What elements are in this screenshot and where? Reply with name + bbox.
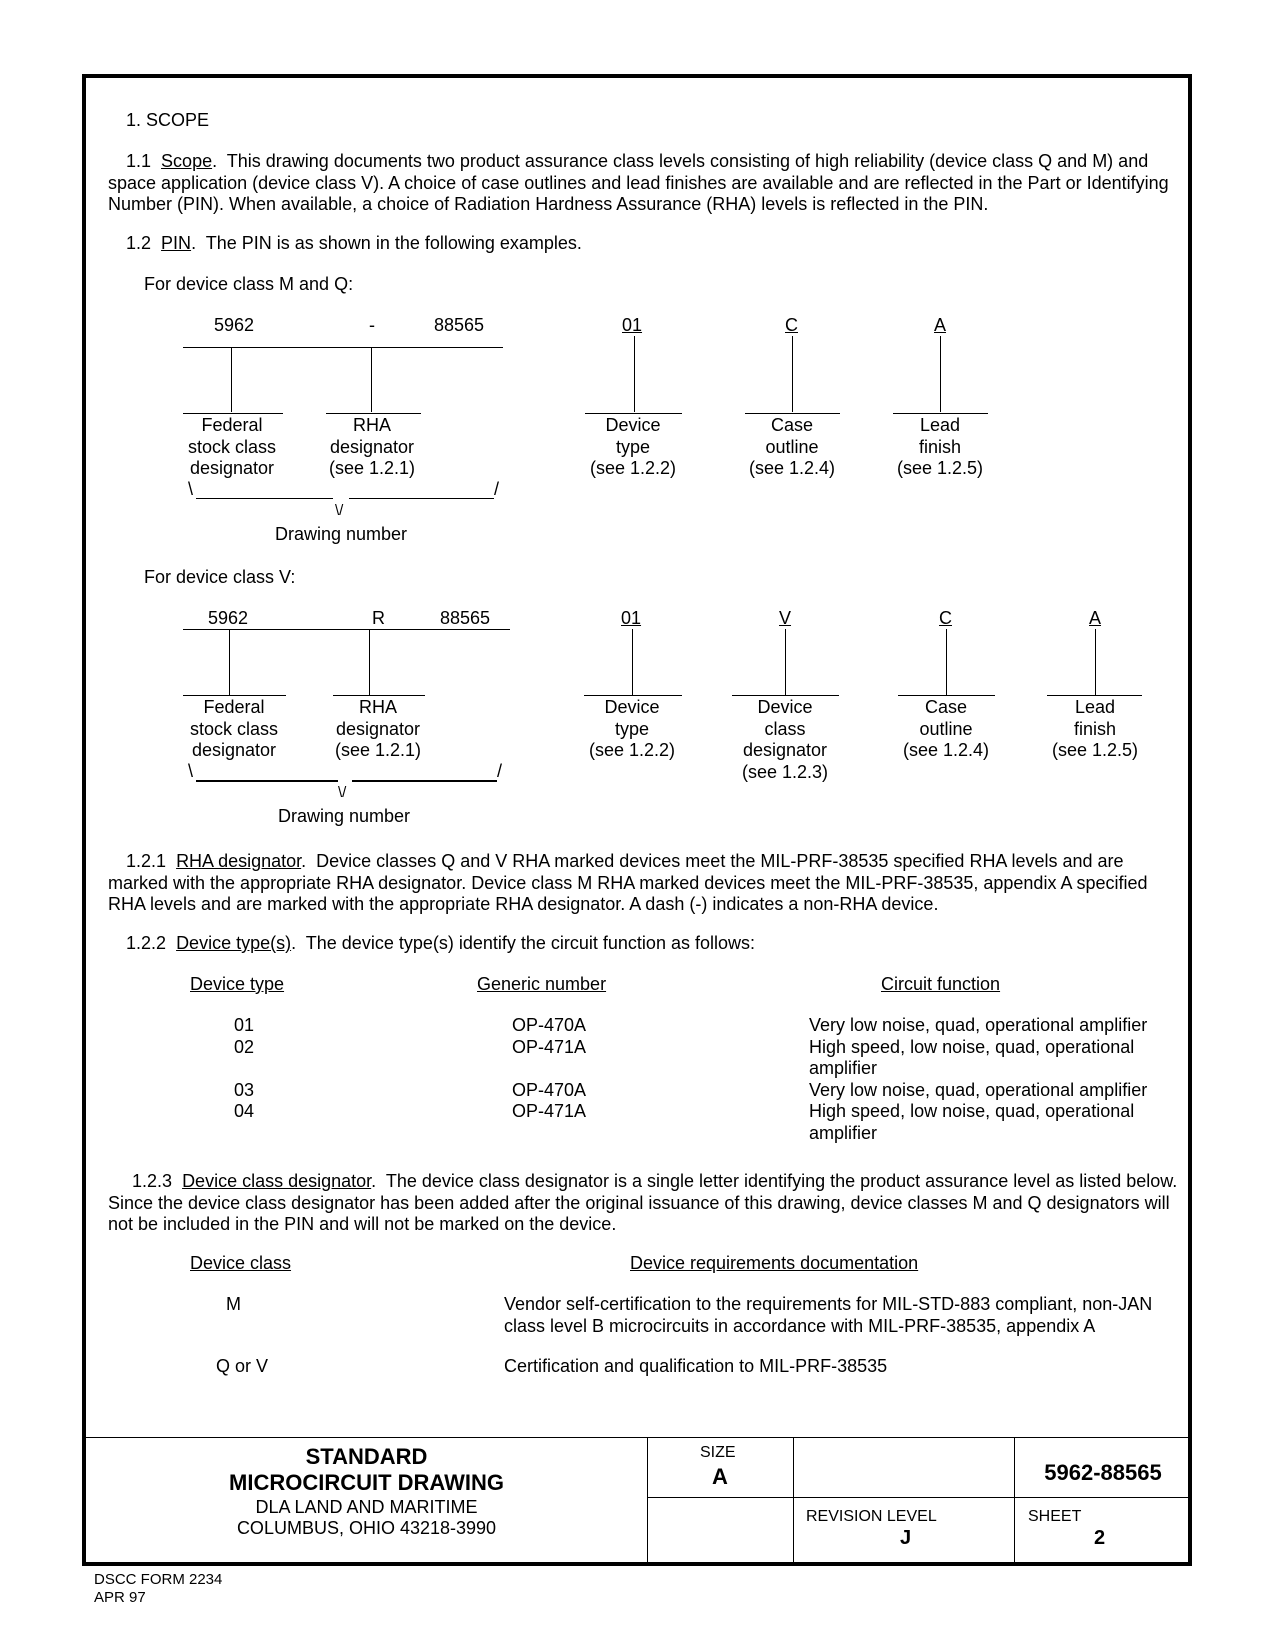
label-line: outline: [919, 718, 973, 739]
pin-mq-lead-label: [881, 415, 999, 480]
pin-mq-case-base: [745, 413, 840, 414]
section-1-2-3: 1.2.3 Device class designator. The device class designator is a single letter identifying the product assurance level as listed below. Since the device class designator has been added after the original issuance of this drawing, device classes M and Q designators will not be included in the PIN and will not be marked on the device.: [108, 1171, 1178, 1234]
label-line: Device: [757, 697, 813, 717]
pin-v-class-label: [726, 697, 844, 783]
label-line: Case: [924, 697, 968, 717]
requirements-doc-header: Device requirements documentation: [630, 1253, 919, 1273]
pin-v-device-type: 01: [621, 608, 642, 628]
generic-number-cell: OP-470A: [512, 1079, 587, 1100]
pin-v-rha: R: [372, 608, 385, 628]
label-line: (see 1.2.4): [748, 458, 836, 478]
label-line: (see 1.2.2): [589, 458, 677, 478]
section-1-1-text: This drawing documents two product assurance class levels consisting of high reliability (device class Q and M) and space application (device class V). A choice of case outlines and lead finishes are available and are reflected in the Part or Identifying Number (PIN). When available, a choice of Radiation Hardness Assurance (RHA) levels is reflected in the PIN.: [108, 151, 1169, 214]
label-line: finish: [918, 436, 962, 457]
pin-mq-fsc-label: [173, 415, 291, 480]
label-line: type: [614, 718, 650, 739]
label-line: designator: [335, 718, 421, 739]
label-line: designator: [742, 740, 828, 760]
label-line: outline: [765, 436, 819, 457]
pin-mq-dev-stem: [634, 336, 635, 412]
pin-v-case: C: [939, 608, 952, 628]
pin-v-rha-stem: [369, 629, 370, 695]
pin-mq-lead-stem: [940, 336, 941, 412]
titleblock-mcd: MICROCIRCUIT DRAWING: [229, 1470, 504, 1495]
pin-mq-rha-stem: [371, 347, 372, 412]
pin-mq-fsc-stem: [231, 347, 232, 412]
section-1-2-3-text: The device class designator is a single letter identifying the product assurance level as listed below. Since the device class designator has been added after the original issuance of this drawing, device classes M and Q designators will not be included in the PIN and will not be marked on the device.: [108, 1171, 1178, 1234]
generic-number-cell: OP-471A: [512, 1036, 587, 1057]
label-line: (see 1.2.2): [588, 740, 676, 760]
label-line: Federal: [201, 415, 263, 435]
pin-v-class: V: [779, 608, 792, 628]
pin-mq-bracket-line-right: [349, 498, 494, 499]
pin-mq-drawing-number: Drawing number: [275, 524, 408, 544]
device-type-header: Device type: [190, 974, 285, 994]
pin-v-bracket-left: \: [188, 761, 194, 781]
pin-v-rha-base: [333, 695, 425, 696]
device-class-cell: Q or V: [216, 1356, 269, 1376]
circuit-function-cell: Very low noise, quad, operational amplifier: [809, 1015, 1148, 1035]
label-line: (see 1.2.4): [902, 740, 990, 760]
titleblock-top-line: [86, 1437, 1188, 1438]
circuit-function-cell: High speed, low noise, quad, operational amplifier: [809, 1036, 1135, 1078]
titleblock-agency: DLA LAND AND MARITIME: [255, 1497, 478, 1517]
device-type-cell: 01: [234, 1015, 255, 1035]
sheet-value: 2: [1094, 1527, 1106, 1549]
section-1-2-2: 1.2.2 Device type(s). The device type(s) identify the circuit function as follows:: [126, 933, 755, 953]
pin-v-bracket-mid: \/: [338, 784, 347, 801]
circuit-function-cell: High speed, low noise, quad, operational amplifier: [809, 1101, 1135, 1143]
pin-v-heading: For device class V:: [144, 567, 296, 587]
section-1-1-title: Scope: [161, 151, 213, 171]
requirements-doc-cell: Certification and qualification to MIL-PRF-38535: [504, 1356, 888, 1376]
pin-mq-fsc-base: [183, 413, 283, 414]
device-type-cell: 02: [234, 1036, 255, 1057]
pin-mq-heading: For device class M and Q:: [144, 274, 354, 294]
section-1-2: 1.2 PIN. The PIN is as shown in the following examples.: [126, 233, 582, 253]
label-line: (see 1.2.5): [896, 458, 984, 478]
pin-v-drawing-number: Drawing number: [278, 806, 411, 826]
circuit-function-column: [809, 1015, 1159, 1144]
pin-mq-rha-label: [313, 415, 431, 480]
label-line: (see 1.2.1): [334, 740, 422, 760]
pin-mq-bracket-right: /: [494, 479, 500, 499]
pin-v-dev-base: [584, 695, 682, 696]
form-number: DSCC FORM 2234: [94, 1571, 223, 1588]
pin-v-case-label: [887, 697, 1005, 762]
pin-mq-dev-label: [574, 415, 692, 480]
section-1-2-2-text: The device type(s) identify the circuit function as follows:: [305, 933, 755, 953]
section-1-2-3-number: 1.2.3: [132, 1171, 173, 1191]
circuit-function-header: Circuit function: [881, 974, 1001, 994]
titleblock-divider: [1014, 1437, 1015, 1564]
pin-mq-case-stem: [792, 336, 793, 412]
pin-mq-rha-base: [326, 413, 421, 414]
label-line: RHA: [352, 415, 391, 435]
pin-mq-fsc: 5962: [214, 315, 255, 335]
label-line: Lead: [1074, 697, 1116, 717]
pin-v-lead-stem: [1095, 629, 1096, 695]
generic-number-cell: OP-471A: [512, 1101, 587, 1121]
section-1-2-number: 1.2: [126, 233, 152, 253]
pin-mq-bracket-mid: \/: [335, 502, 344, 519]
label-line: designator: [191, 740, 277, 760]
section-1-2-title: PIN: [161, 233, 192, 253]
device-type-cell: 04: [234, 1101, 255, 1121]
section-1-2-1: 1.2.1 RHA designator. Device classes Q and V RHA marked devices meet the MIL-PRF-38535 specified RHA levels and are marked with the appropriate RHA designator. Device class M RHA marked devices meet the MIL-PRF-38535, appendix A specified RHA levels and are marked with the appropriate RHA designator. A dash (-) indicates a non-RHA device.: [108, 851, 1148, 914]
pin-mq-case: C: [785, 315, 798, 335]
pin-v-fsc: 5962: [208, 608, 249, 628]
scope-heading: 1. SCOPE: [126, 110, 210, 130]
pin-mq-drawing: 88565: [434, 315, 485, 335]
label-line: stock class: [189, 718, 279, 739]
device-class-cell: M: [226, 1294, 241, 1314]
revision-level-label: REVISION LEVEL: [806, 1508, 937, 1525]
label-line: finish: [1073, 718, 1117, 739]
pin-v-bracket-line-right: [352, 780, 497, 782]
circuit-function-cell: Very low noise, quad, operational amplifier: [809, 1079, 1148, 1100]
drawing-number: 5962-88565: [1044, 1460, 1162, 1485]
requirements-doc-cell: Vendor self-certification to the requirements for MIL-STD-883 compliant, non-JAN class level B microcircuits in accordance with MIL-PRF-38535, appendix A: [504, 1294, 1153, 1336]
titleblock-address: COLUMBUS, OHIO 43218-3990: [236, 1518, 497, 1538]
section-1-2-3-title: Device class designator: [182, 1171, 372, 1191]
pin-v-drawing: 88565: [440, 608, 491, 628]
label-line: (see 1.2.1): [328, 458, 416, 478]
pin-v-fsc-stem: [229, 629, 230, 695]
size-label: SIZE: [700, 1444, 736, 1461]
label-line: Federal: [203, 697, 265, 717]
titleblock-divider: [647, 1437, 648, 1564]
pin-mq-bracket-line-left: [196, 498, 333, 499]
pin-v-dev-stem: [632, 629, 633, 695]
pin-mq-case-label: [733, 415, 851, 480]
device-type-cell: 03: [234, 1079, 255, 1100]
section-1-1-number: 1.1: [126, 151, 152, 171]
table-row: [234, 1015, 254, 1123]
label-line: Case: [770, 415, 814, 435]
label-line: designator: [329, 436, 415, 457]
pin-v-lead: A: [1089, 608, 1102, 628]
pin-mq-device-type: 01: [622, 315, 643, 335]
form-date: APR 97: [94, 1589, 146, 1606]
generic-number-cell: OP-470A: [512, 1015, 587, 1035]
generic-number-header: Generic number: [477, 974, 607, 994]
label-line: (see 1.2.3): [741, 761, 829, 782]
pin-mq-lead: A: [934, 315, 947, 335]
pin-v-dev-label: [573, 697, 691, 762]
pin-v-case-base: [898, 695, 995, 696]
pin-v-rha-label: [319, 697, 437, 762]
pin-v-bracket-right: /: [497, 761, 503, 781]
section-1-2-2-number: 1.2.2: [126, 933, 167, 953]
pin-mq-rha: -: [369, 315, 375, 335]
titleblock-divider: [793, 1437, 794, 1564]
section-1-2-1-text: Device classes Q and V RHA marked devices meet the MIL-PRF-38535 specified RHA levels and are marked with the appropriate RHA designator. Device class M RHA marked devices meet the MIL-PRF-38535, appendix A specified RHA levels and are marked with the appropriate RHA designator. A dash (-) indicates a non-RHA device.: [108, 851, 1148, 914]
label-line: type: [615, 436, 651, 457]
pin-mq-dev-base: [585, 413, 682, 414]
titleblock-standard: STANDARD: [305, 1444, 428, 1469]
pin-v-top-line: [183, 629, 510, 630]
section-1-2-text: The PIN is as shown in the following examples.: [205, 233, 582, 253]
revision-level-value: J: [900, 1527, 912, 1549]
label-line: (see 1.2.5): [1051, 740, 1139, 760]
pin-v-lead-label: [1036, 697, 1154, 762]
label-line: Lead: [919, 415, 961, 435]
pin-v-lead-base: [1047, 695, 1142, 696]
label-line: Device: [605, 415, 661, 435]
section-1-2-2-title: Device type(s): [176, 933, 292, 953]
size-value: A: [712, 1464, 728, 1489]
device-class-header: Device class: [190, 1253, 292, 1273]
titleblock-mid-line: [647, 1497, 1188, 1498]
page-frame: [82, 74, 1192, 1566]
sheet-label: SHEET: [1028, 1508, 1082, 1525]
section-1-2-1-title: RHA designator: [176, 851, 302, 871]
section-1-1: 1.1 Scope. This drawing documents two product assurance class levels consisting of high reliability (device class Q and M) and space application (device class V). A choice of case outlines and lead finishes are available and are reflected in the Part or Identifying Number (PIN). When available, a choice of Radiation Hardness Assurance (RHA) levels is reflected in the PIN.: [108, 151, 1169, 214]
label-line: RHA: [358, 697, 397, 717]
pin-v-class-base: [732, 695, 839, 696]
pin-v-case-stem: [946, 629, 947, 695]
label-line: Device: [604, 697, 660, 717]
generic-number-column: [512, 1015, 586, 1123]
label-line: designator: [189, 458, 275, 478]
pin-v-fsc-base: [183, 695, 286, 696]
pin-mq-bracket-left: \: [188, 479, 194, 499]
pin-v-fsc-label: [175, 697, 293, 762]
label-line: class: [764, 718, 806, 739]
pin-v-class-stem: [785, 629, 786, 695]
section-1-2-1-number: 1.2.1: [126, 851, 167, 871]
pin-v-bracket-line-left: [196, 780, 338, 782]
pin-mq-lead-base: [893, 413, 988, 414]
label-line: stock class: [187, 436, 277, 457]
